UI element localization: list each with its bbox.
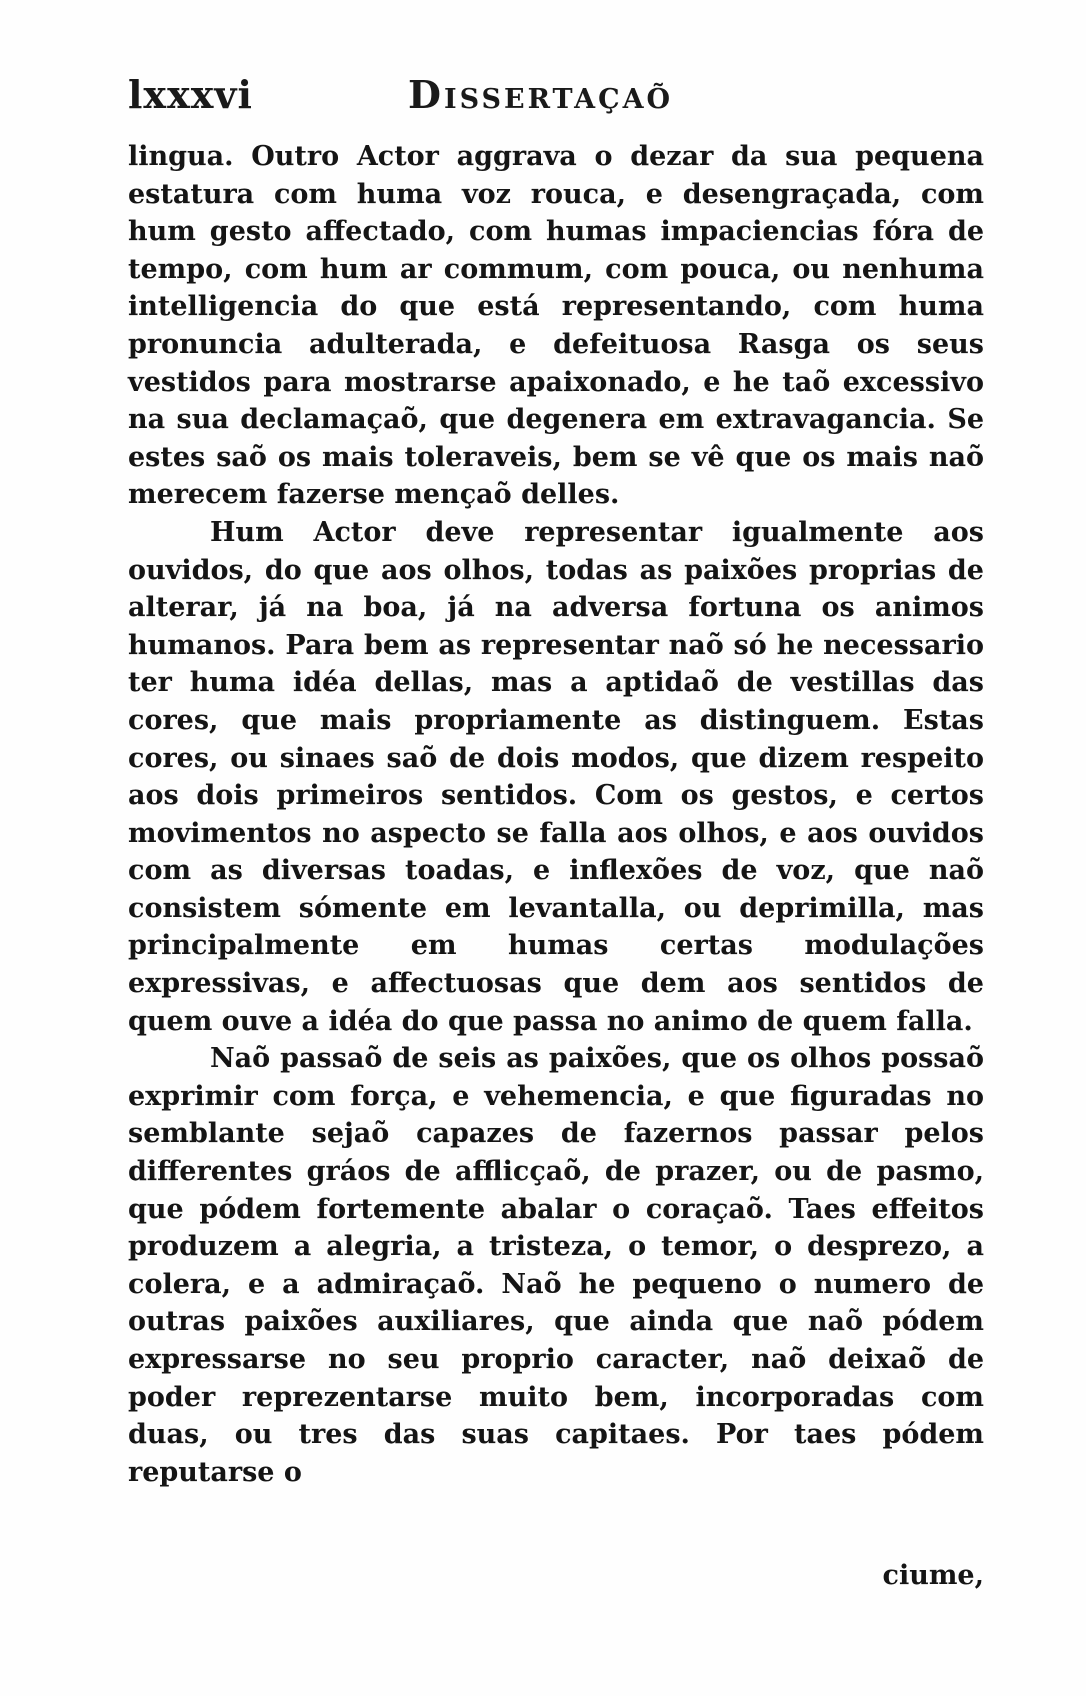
- paragraph-actor-voice: Hum Actor deve representar igualmente aos ouvidos, do que aos olhos, todas as paixões proprias de alterar, já na boa, já na adversa fortuna os animos humanos. Para bem as representar naõ só he necessario ter huma idéa dellas, mas a aptidaõ de vestillas das cores, que mais propriamente as distinguem. Estas cores, ou sinaes saõ de dois modos, que dizem respeito aos dois primeiros sentidos. Com os gestos, e certos movimentos no aspecto se falla aos olhos, e aos ouvidos com as diversas toadas, e inflexões de voz, que naõ consistem sómente em levantalla, ou deprimilla, mas principalmente em humas certas modulações expressivas, e affectuosas que dem aos sentidos de quem ouve a idéa do que passa no animo de quem falla.: [128, 516, 984, 1037]
- running-title: Dissertaçaõ: [408, 72, 674, 117]
- catchword: ciume,: [882, 1560, 984, 1591]
- page-number: lxxxvi: [128, 72, 253, 117]
- page-header: [128, 72, 984, 132]
- paragraph-continuation: lingua. Outro Actor aggrava o dezar da sua pequena estatura com huma voz rouca, e desengraçada, com hum gesto affectado, com humas impaciencias fóra de tempo, com hum ar commum, com pouca, ou nenhuma intelligencia do que está representando, com huma pronuncia adulterada, e defeituosa Rasga os seus vestidos para mostrarse apaixonado, e he taõ excessivo na sua declamaçaõ, que degenera em extravagancia. Se estes saõ os mais toleraveis, bem se vê que os mais naõ merecem fazerse mençaõ delles.: [128, 141, 984, 511]
- paragraph-passions: Naõ passaõ de seis as paixões, que os olhos possaõ exprimir com força, e vehemencia, e que figuradas no semblante sejaõ capazes de fazernos passar pelos differentes gráos de afflicçaõ, de prazer, ou de pasmo, que pódem fortemente abalar o coraçaõ. Taes effeitos produzem a alegria, a tristeza, o temor, o desprezo, a colera, e a admiraçaõ. Naõ he pequeno o numero de outras paixões auxiliares, que ainda que naõ pódem expressarse no seu proprio caracter, naõ deixaõ de poder reprezentarse muito bem, incorporadas com duas, ou tres das suas capitaes. Por taes pódem reputarse o: [128, 1043, 984, 1488]
- body-text: [128, 138, 984, 1491]
